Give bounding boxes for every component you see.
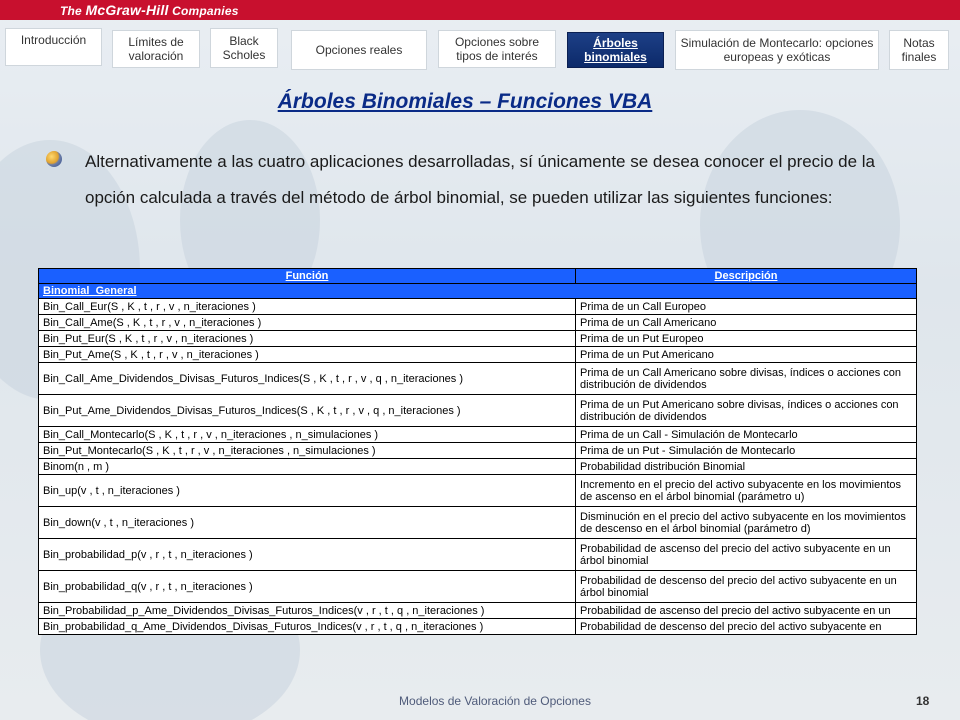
tab-arboles-binomiales[interactable]: Árboles binomiales	[567, 32, 664, 68]
function-cell: Bin_probabilidad_q_Ame_Dividendos_Divisas_Futuros_Indices(v , r , t , q , n_iteraciones )	[39, 619, 576, 635]
description-cell: Disminución en el precio del activo subyacente en los movimientos de descenso en el árbol binomial (parámetro d)	[576, 507, 917, 539]
function-cell: Binom(n , m )	[39, 459, 576, 475]
table-row	[39, 619, 917, 635]
description-cell: Prima de un Call - Simulación de Montecarlo	[576, 427, 917, 443]
brand-name: McGraw-Hill	[85, 2, 169, 18]
function-cell: Bin_probabilidad_q(v , r , t , n_iteraciones )	[39, 571, 576, 603]
function-cell: Bin_Call_Ame(S , K , t , r , v , n_iteraciones )	[39, 315, 576, 331]
function-cell: Bin_Put_Montecarlo(S , K , t , r , v , n_iteraciones , n_simulaciones )	[39, 443, 576, 459]
table-group-row	[39, 284, 917, 299]
header-function: Función	[39, 269, 576, 284]
function-cell: Bin_probabilidad_p(v , r , t , n_iteraciones )	[39, 539, 576, 571]
description-cell: Prima de un Call Americano	[576, 315, 917, 331]
description-cell: Prima de un Put Americano sobre divisas, índices o acciones con distribución de dividendos	[576, 395, 917, 427]
table-row	[39, 315, 917, 331]
description-cell: Incremento en el precio del activo subyacente en los movimientos de ascenso en el árbol binomial (parámetro u)	[576, 475, 917, 507]
function-cell: Bin_Call_Eur(S , K , t , r , v , n_iteraciones )	[39, 299, 576, 315]
slide-title: Árboles Binomiales – Funciones VBA	[277, 90, 653, 113]
description-cell: Prima de un Call Europeo	[576, 299, 917, 315]
top-brand-bar	[0, 0, 960, 20]
description-cell: Probabilidad de descenso del precio del activo subyacente en un árbol binomial	[576, 571, 917, 603]
table-row	[39, 507, 917, 539]
table-row	[39, 475, 917, 507]
table-row	[39, 299, 917, 315]
page-number: 18	[916, 694, 930, 708]
table-row	[39, 571, 917, 603]
function-cell: Bin_Put_Ame_Dividendos_Divisas_Futuros_Indices(S , K , t , r , v , q , n_iteraciones )	[39, 395, 576, 427]
tab-introduccion[interactable]: Introducción	[5, 28, 102, 66]
header-description: Descripción	[576, 269, 917, 284]
functions-table	[38, 268, 917, 635]
bullet-icon	[46, 151, 62, 167]
table-row	[39, 331, 917, 347]
table-row	[39, 347, 917, 363]
table-row	[39, 539, 917, 571]
function-cell: Bin_Probabilidad_p_Ame_Dividendos_Divisas_Futuros_Indices(v , r , t , q , n_iteraciones )	[39, 603, 576, 619]
function-cell: Bin_down(v , t , n_iteraciones )	[39, 507, 576, 539]
description-cell: Probabilidad de ascenso del precio del activo subyacente en un	[576, 603, 917, 619]
function-cell: Bin_Put_Ame(S , K , t , r , v , n_iteraciones )	[39, 347, 576, 363]
tab-opciones-reales[interactable]: Opciones reales	[291, 30, 427, 70]
tab-limites-de-valoracion[interactable]: Límites de valoración	[112, 30, 200, 68]
table-row	[39, 363, 917, 395]
description-cell: Prima de un Put Americano	[576, 347, 917, 363]
description-cell: Prima de un Put Europeo	[576, 331, 917, 347]
tab-black-scholes[interactable]: Black Scholes	[210, 28, 278, 68]
brand-suffix: Companies	[168, 4, 239, 18]
table-row	[39, 443, 917, 459]
description-cell: Prima de un Call Americano sobre divisas, índices o acciones con distribución de dividendos	[576, 363, 917, 395]
footer-text: Modelos de Valoración de Opciones	[399, 694, 591, 708]
description-cell: Prima de un Put - Simulación de Montecarlo	[576, 443, 917, 459]
description-cell: Probabilidad de ascenso del precio del activo subyacente en un árbol binomial	[576, 539, 917, 571]
tab-opciones-tipos-interes[interactable]: Opciones sobre tipos de interés	[438, 30, 556, 68]
group-label: Binomial_General	[39, 284, 917, 299]
brand-logo	[60, 2, 239, 18]
table-row	[39, 603, 917, 619]
bullet-text: Alternativamente a las cuatro aplicaciones desarrolladas, sí únicamente se desea conocer el precio de la opción calculada a través del método de árbol binomial, se pueden utilizar las siguientes funciones:	[85, 152, 876, 207]
function-cell: Bin_Call_Montecarlo(S , K , t , r , v , n_iteraciones , n_simulaciones )	[39, 427, 576, 443]
table-row	[39, 459, 917, 475]
description-cell: Probabilidad distribución Binomial	[576, 459, 917, 475]
tab-simulacion-montecarlo[interactable]: Simulación de Montecarlo: opciones europeas y exóticas	[675, 30, 879, 70]
table-row	[39, 427, 917, 443]
description-cell: Probabilidad de descenso del precio del activo subyacente en	[576, 619, 917, 635]
function-cell: Bin_up(v , t , n_iteraciones )	[39, 475, 576, 507]
function-cell: Bin_Call_Ame_Dividendos_Divisas_Futuros_Indices(S , K , t , r , v , q , n_iteraciones )	[39, 363, 576, 395]
brand-prefix: The	[60, 4, 86, 18]
table-row	[39, 395, 917, 427]
table-header-row	[39, 269, 917, 284]
tab-notas-finales[interactable]: Notas finales	[889, 30, 949, 70]
function-cell: Bin_Put_Eur(S , K , t , r , v , n_iteraciones )	[39, 331, 576, 347]
